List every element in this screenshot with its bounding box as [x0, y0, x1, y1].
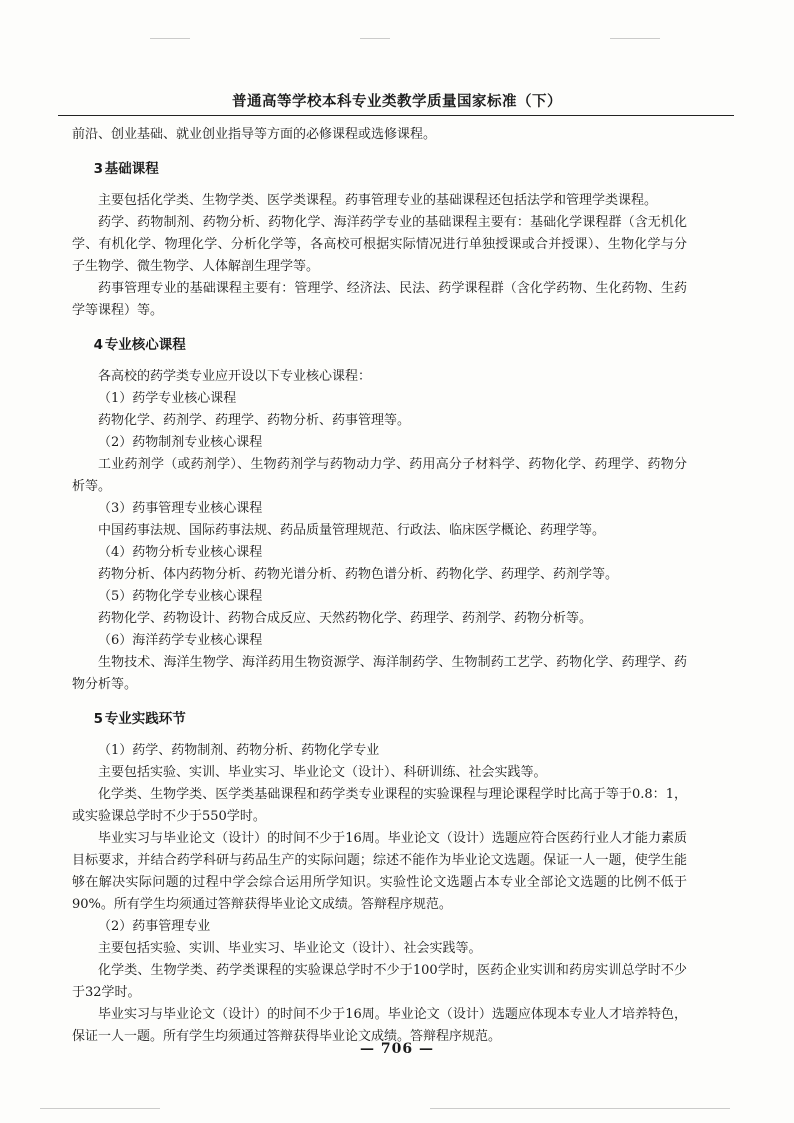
section-heading — [72, 158, 687, 180]
subheading: （2）药事管理专业 — [98, 919, 211, 934]
section-heading — [72, 708, 687, 730]
paragraph: 生物技术、海洋生物学、海洋药用生物资源学、海洋制药学、生物制药工艺学、药物化学、药理学、药物分析等。 — [72, 655, 687, 692]
subheading: （1）药学专业核心课程 — [98, 391, 237, 406]
paragraph: 药物化学、药物设计、药物合成反应、天然药物化学、药理学、药剂学、药物分析等。 — [98, 611, 593, 626]
paragraph: 工业药剂学（或药剂学）、生物药剂学与药物动力学、药用高分子材料学、药物化学、药理学、药物分析等。 — [72, 457, 687, 494]
subheading: （2）药物制剂专业核心课程 — [98, 435, 263, 450]
scan-artifact — [150, 38, 190, 39]
section-title: 基础课程 — [104, 161, 159, 177]
paragraph: 主要包括化学类、生物学类、医学类课程。药事管理专业的基础课程还包括法学和管理学类课程。 — [98, 193, 658, 208]
paragraph: 中国药事法规、国际药事法规、药品质量管理规范、行政法、临床医学概论、药理学等。 — [98, 523, 606, 538]
scan-artifact — [430, 1108, 730, 1109]
paragraph: 毕业实习与毕业论文（设计）的时间不少于16周。毕业论文（设计）选题应体现本专业人才培养特色，保证一人一题。所有学生均须通过答辩获得毕业论文成绩。答辩程序规范。 — [72, 1007, 687, 1044]
section-number: 4 — [93, 337, 103, 353]
paragraph: 化学类、生物学类、药学类课程的实验课总学时不少于100学时，医药企业实训和药房实训总学时不少于32学时。 — [72, 963, 687, 1000]
paragraph: 毕业实习与毕业论文（设计）的时间不少于16周。毕业论文（设计）选题应符合医药行业人才能力素质目标要求，并结合药学科研与药品生产的实际问题；综述不能作为毕业论文选题。保证一人一题，使学生能够在解决实际问题的过程中学会综合运用所学知识。实验性论文选题占本专业全部论文选题的比例不低于90%。所有学生均须通过答辩获得毕业论文成绩。答辩程序规范。 — [72, 831, 687, 912]
paragraph: 药学、药物制剂、药物分析、药物化学、海洋药学专业的基础课程主要有：基础化学课程群（含无机化学、有机化学、物理化学、分析化学等，各高校可根据实际情况进行单独授课或合并授课）、生物化学与分子生物学、微生物学、人体解剖生理学等。 — [72, 215, 687, 274]
paragraph: 主要包括实验、实训、毕业实习、毕业论文（设计）、社会实践等。 — [98, 941, 482, 956]
paragraph: 化学类、生物学类、医学类基础课程和药学类专业课程的实验课程与理论课程学时比高于等于0.8：1，或实验课总学时不少于550学时。 — [72, 787, 687, 824]
header-rule — [58, 115, 734, 116]
section-number: 5 — [93, 711, 103, 727]
paragraph: 药事管理专业的基础课程主要有：管理学、经济法、民法、药学课程群（含化学药物、生化药物、生药学等课程）等。 — [72, 281, 687, 318]
running-header: 普通高等学校本科专业类教学质量国家标准（下） — [232, 94, 562, 110]
section-heading — [72, 334, 687, 356]
section-title: 专业实践环节 — [104, 711, 186, 727]
page-number: — 706 — — [360, 1041, 434, 1057]
body-text — [72, 124, 687, 1048]
scan-artifact — [610, 38, 660, 39]
subheading: （6）海洋药学专业核心课程 — [98, 633, 263, 648]
subheading: （3）药事管理专业核心课程 — [98, 501, 263, 516]
paragraph: 各高校的药学类专业应开设以下专业核心课程： — [98, 369, 372, 384]
section-number: 3 — [93, 161, 103, 177]
subheading: （1）药学、药物制剂、药物分析、药物化学专业 — [98, 743, 380, 758]
scan-artifact — [40, 1108, 160, 1109]
intro-paragraph: 前沿、创业基础、就业创业指导等方面的必修课程或选修课程。 — [72, 127, 437, 142]
paragraph: 药物分析、体内药物分析、药物光谱分析、药物色谱分析、药物化学、药理学、药剂学等。 — [98, 567, 619, 582]
paragraph: 药物化学、药剂学、药理学、药物分析、药事管理等。 — [98, 413, 411, 428]
subheading: （4）药物分析专业核心课程 — [98, 545, 263, 560]
section-title: 专业核心课程 — [104, 337, 186, 353]
subheading: （5）药物化学专业核心课程 — [98, 589, 263, 604]
paragraph: 主要包括实验、实训、毕业实习、毕业论文（设计）、科研训练、社会实践等。 — [98, 765, 547, 780]
scan-artifact — [360, 38, 390, 39]
